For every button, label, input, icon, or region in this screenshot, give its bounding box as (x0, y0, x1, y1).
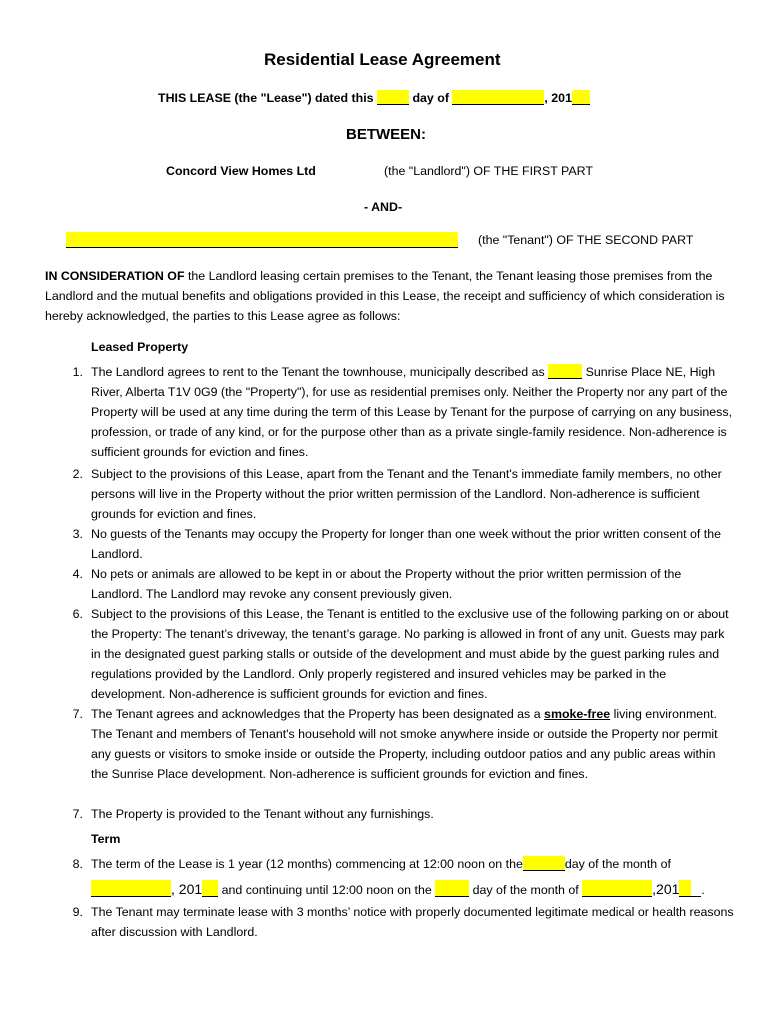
consideration-paragraph (45, 266, 735, 326)
clause-7-text-b: living environment. The Tenant and members of Tenant's household will not smoke anywhere inside or outside the Property nor permit any guests or visitors to smoke inside or outside the Property, including outdoor patios and any public areas within the Sunrise Place development. Non-adherence is sufficient grounds for eviction and fines. (91, 707, 718, 781)
unit-number-field[interactable] (548, 364, 582, 379)
consideration-text: the Landlord leasing certain premises to the Tenant, the Tenant leasing those premises from the Landlord and the mutual benefits and obligations provided in this Lease, the receipt and sufficiency of which consideration is hereby acknowledged, the parties to this Lease agree as follows: (45, 269, 725, 323)
landlord-name: Concord View Homes Ltd (166, 164, 316, 178)
lease-month-field[interactable] (452, 90, 544, 105)
document-title: Residential Lease Agreement (264, 50, 501, 69)
clause-6-text: Subject to the provisions of this Lease, the Tenant is entitled to the exclusive use of the following parking on or about the Property: The tenant’s driveway, the tenant’s garage. No parking is allowed in front of any unit. Guests may park in the designated guest parking stalls or outside of the development and must abide by the guest parking rules and regulations provided by the Landlord. Only properly registered and insured vehicles may be parked in the development. Non-adherence is sufficient grounds for eviction and fines. (91, 607, 729, 701)
clause-8-text-a: The term of the Lease is 1 year (12 months) commencing at 12:00 noon on the (91, 857, 523, 871)
end-day-field[interactable] (435, 880, 469, 897)
lease-prefix: THIS LEASE (the "Lease") dated this (158, 91, 374, 105)
clause-7b-text: The Property is provided to the Tenant without any furnishings. (91, 807, 434, 821)
clause-4 (45, 564, 735, 604)
start-year-field[interactable] (202, 880, 218, 897)
clause-number: 9. (72, 905, 83, 919)
start-month-field[interactable] (91, 880, 171, 897)
clause-6 (45, 604, 735, 704)
end-year-underline (691, 882, 701, 897)
lease-year-prefix: , 201 (544, 91, 572, 105)
end-month-field[interactable] (582, 880, 652, 897)
clause-7-furnishings (45, 804, 735, 824)
clause-8-end: . (701, 883, 705, 897)
clause-number: 6. (72, 607, 83, 621)
clause-number: 3. (72, 527, 83, 541)
between-heading: BETWEEN: (346, 126, 426, 143)
tenant-role: (the "Tenant") OF THE SECOND PART (478, 233, 694, 247)
clause-3 (45, 524, 735, 564)
clause-9-text: The Tenant may terminate lease with 3 months’ notice with properly documented legitimate medical or health reasons after discussion with Landlord. (91, 905, 734, 939)
landlord-role: (the "Landlord") OF THE FIRST PART (384, 164, 593, 178)
clause-1-text-b: Sunrise Place NE, High River, Alberta T1V 0G9 (the "Property"), for use as residential premises only. Neither the Property nor any part of the Property will be used at any time during the term of this Lease by Tenant for the purpose of carrying on any business, profession, or trade of any kind, or for the purpose other than as a private single-family residence. Non-adherence is sufficient grounds for eviction and fines. (91, 365, 732, 459)
clause-number: 2. (72, 467, 83, 481)
end-year-field[interactable] (679, 880, 691, 897)
smoke-free-emphasis: smoke-free (544, 707, 611, 721)
clause-1-text-a: The Landlord agrees to rent to the Tenant the townhouse, municipally described as (91, 365, 545, 379)
clause-3-text: No guests of the Tenants may occupy the Property for longer than one week without the prior written consent of the Landlord. (91, 527, 721, 561)
section-term: Term (91, 832, 121, 846)
lease-day-of: day of (412, 91, 449, 105)
start-year-prefix: , 201 (171, 881, 203, 897)
and-separator: - AND- (364, 200, 403, 214)
clause-1 (45, 362, 735, 462)
tenant-name-field[interactable] (66, 232, 458, 248)
clause-8-text-d: day of the month of (472, 883, 579, 897)
clause-8-text-b: day of the month of (564, 857, 671, 871)
clause-9 (45, 902, 735, 942)
clause-8 (45, 854, 735, 903)
lease-day-field[interactable] (377, 90, 409, 105)
start-day-field[interactable] (523, 856, 565, 871)
clause-number: 7. (72, 807, 83, 821)
clause-number: 4. (72, 567, 83, 581)
section-leased-property: Leased Property (91, 340, 189, 354)
tenant-name-field-wrap (66, 232, 458, 248)
clause-7-text-a: The Tenant agrees and acknowledges that the Property has been designated as a (91, 707, 541, 721)
lease-year-field[interactable] (572, 90, 590, 105)
clause-2 (45, 464, 735, 524)
consideration-bold: IN CONSIDERATION OF (45, 269, 185, 283)
end-year-prefix: ,201 (652, 881, 680, 897)
clause-number: 1. (72, 365, 83, 379)
clause-8-text-c: and continuing until 12:00 noon on the (221, 883, 432, 897)
clause-number: 8. (72, 857, 83, 871)
clause-2-text: Subject to the provisions of this Lease, apart from the Tenant and the Tenant's immediate family members, no other persons will live in the Property without the prior written permission of the Landlord. Non-adherence is sufficient grounds for eviction and fines. (91, 467, 722, 521)
lease-date-line (158, 90, 590, 105)
clause-7-smoke-free (45, 704, 735, 784)
clause-number: 7. (72, 707, 83, 721)
clause-4-text: No pets or animals are allowed to be kept in or about the Property without the prior written permission of the Landlord. The Landlord may revoke any consent previously given. (91, 567, 682, 601)
